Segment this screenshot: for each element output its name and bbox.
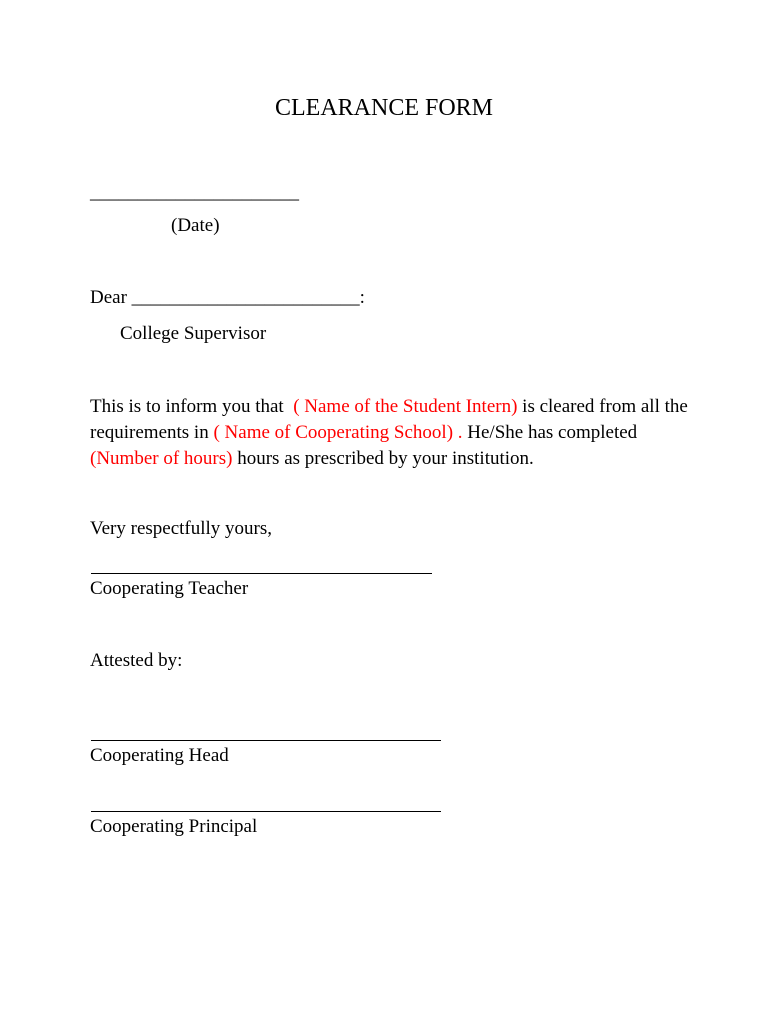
salutation xyxy=(90,285,365,311)
body-text-4: hours as prescribed by your institution. xyxy=(237,448,534,469)
date-line: ______________________ xyxy=(90,182,299,203)
attested-by: Attested by: xyxy=(90,650,183,671)
body-text-3: He/She has completed xyxy=(467,422,638,443)
principal-label: Cooperating Principal xyxy=(90,816,258,837)
hours-placeholder: (Number of hours) xyxy=(90,448,233,469)
salutation-suffix: : xyxy=(359,287,365,308)
teacher-label: Cooperating Teacher xyxy=(90,578,249,599)
salutation-line: ________________________ xyxy=(131,287,360,308)
head-signature-line xyxy=(91,740,441,741)
date-label: (Date) xyxy=(171,215,220,236)
page-title: CLEARANCE FORM xyxy=(274,95,494,121)
teacher-signature-line xyxy=(91,573,432,574)
body-text-2: is cleared from all the requirements in xyxy=(90,396,688,443)
student-name-placeholder: ( Name of the Student Intern) xyxy=(293,396,518,417)
body-paragraph xyxy=(90,394,690,472)
salutation-prefix: Dear xyxy=(90,287,127,308)
school-name-placeholder: ( Name of Cooperating School) . xyxy=(213,422,463,443)
head-label: Cooperating Head xyxy=(90,745,229,766)
supervisor-role: College Supervisor xyxy=(120,323,267,344)
principal-signature-line xyxy=(91,811,441,812)
closing: Very respectfully yours, xyxy=(90,518,273,539)
body-text-1: This is to inform you that xyxy=(90,396,284,417)
